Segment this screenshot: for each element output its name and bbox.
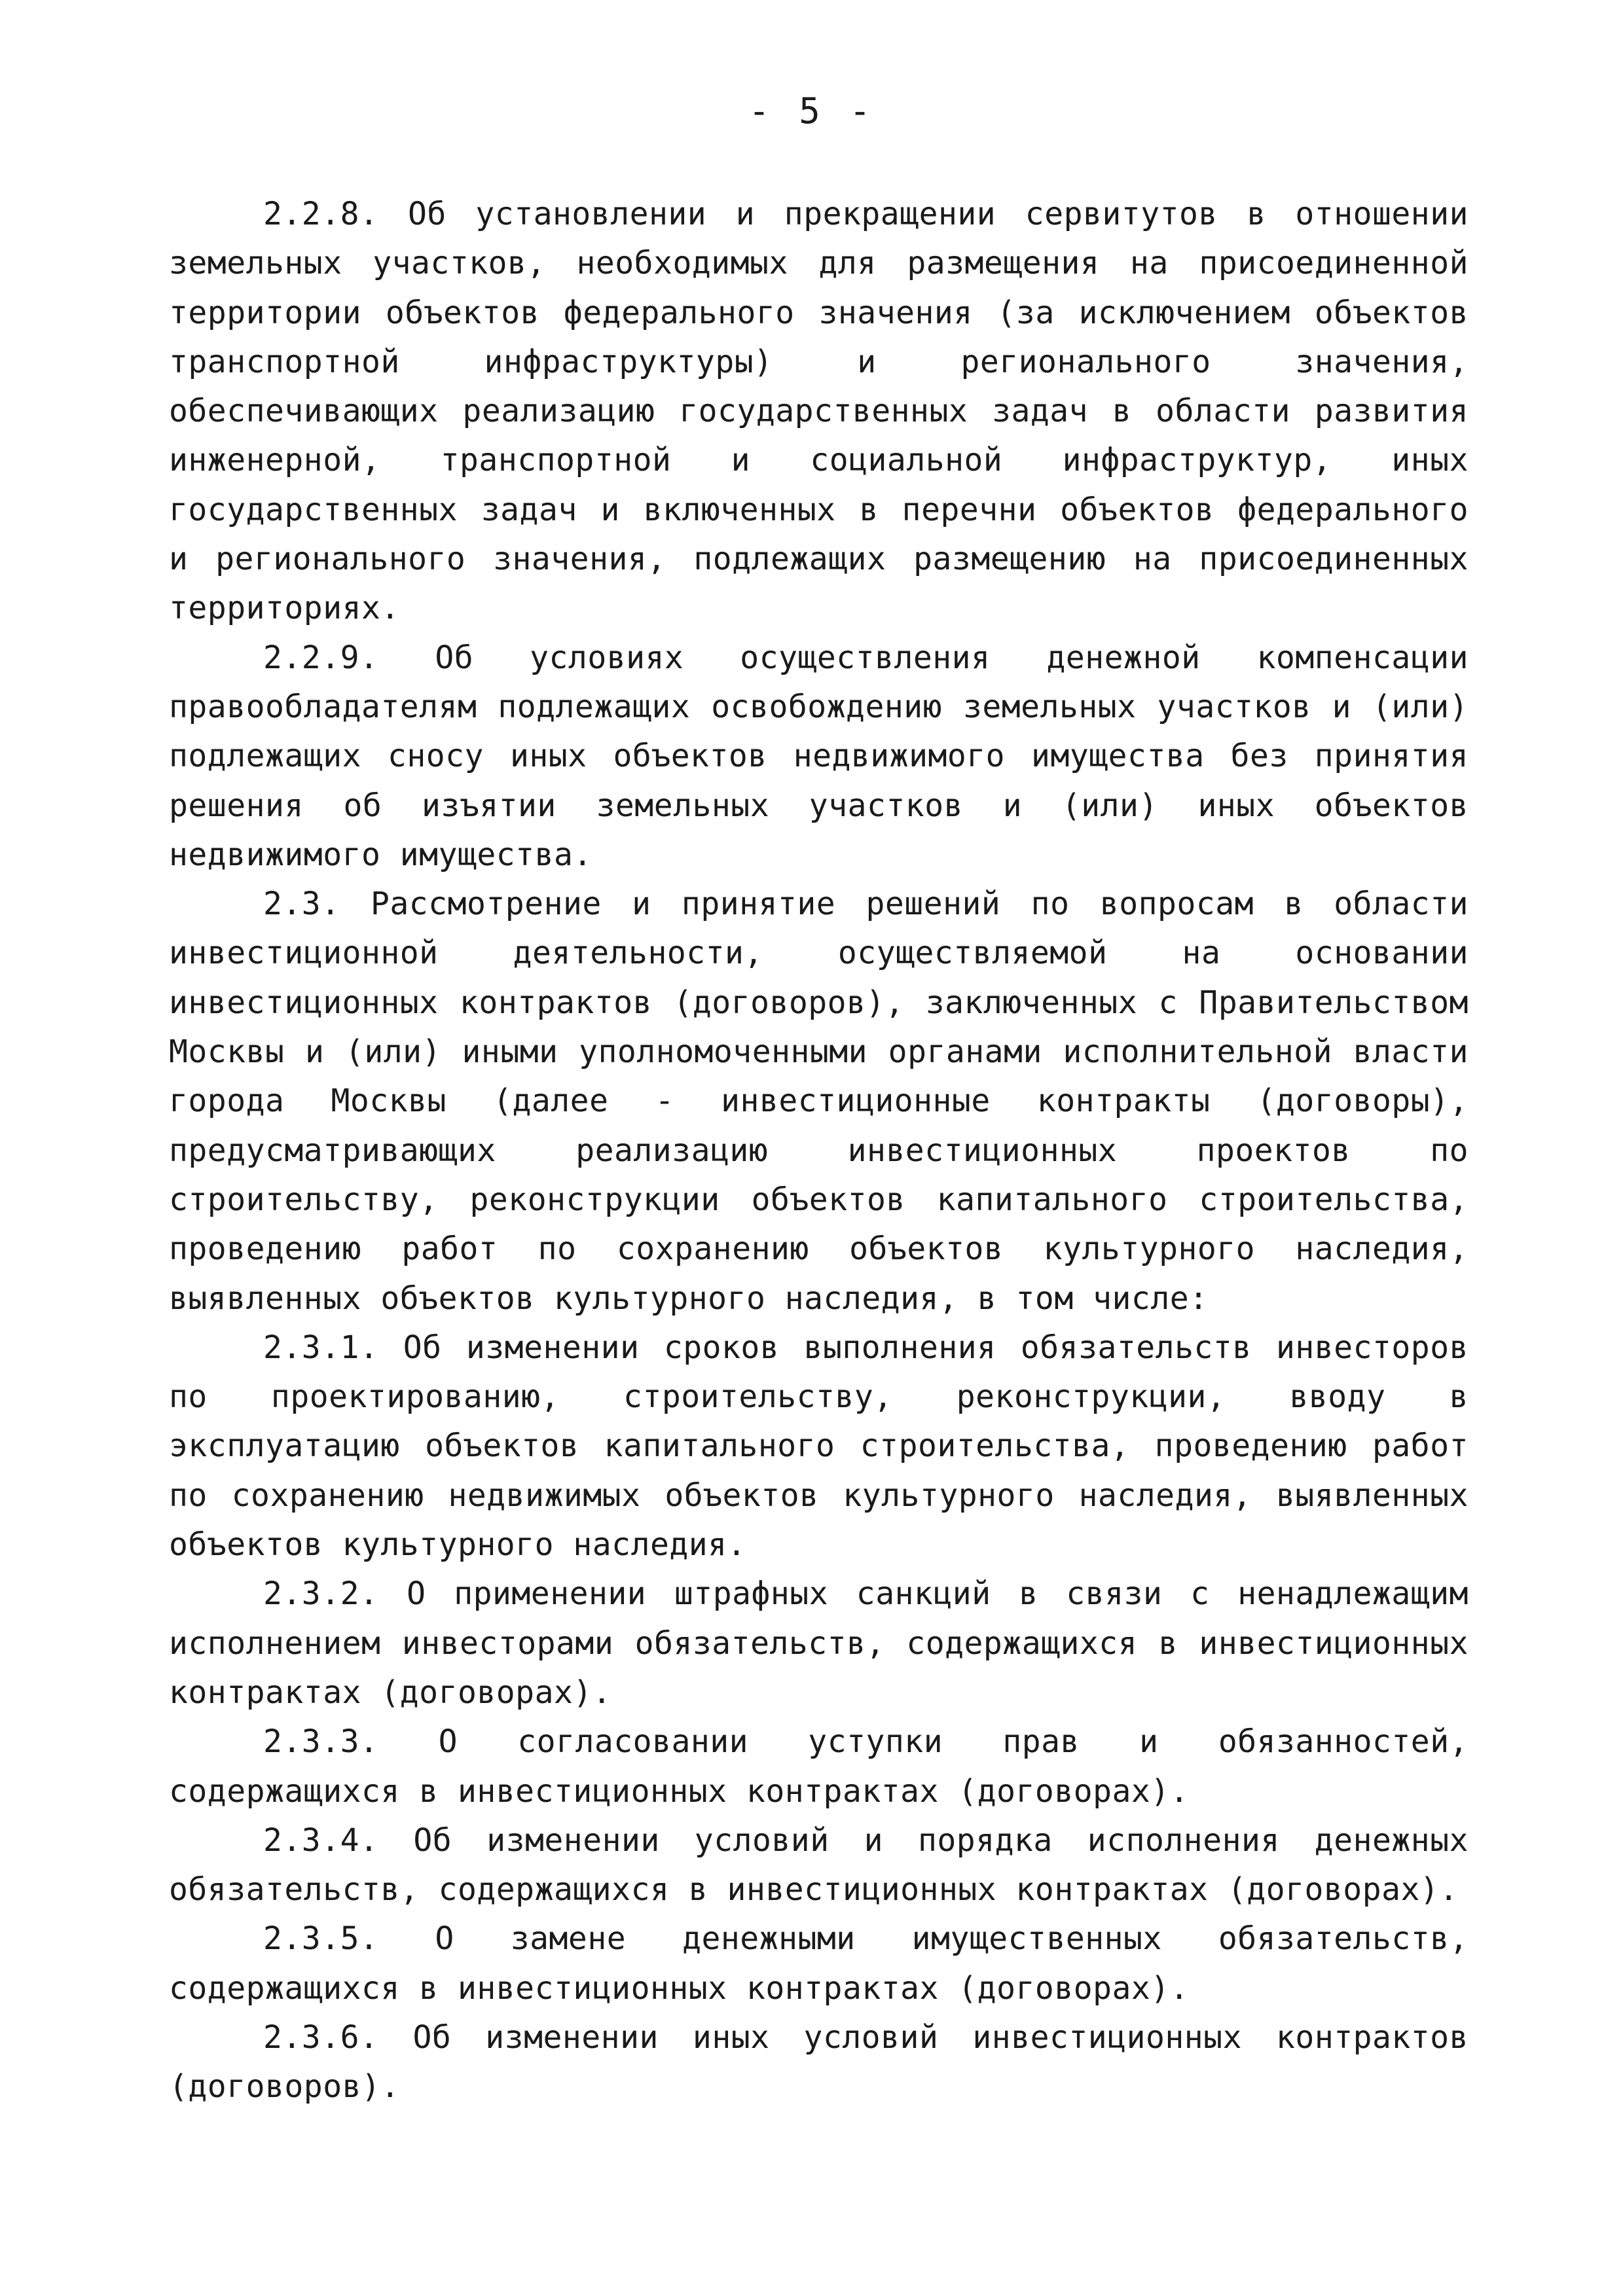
document-body	[169, 190, 1468, 2112]
paragraph-2-2-9: 2.2.9. Об условиях осуществления денежной компенсации правообладателям подлежащих освобождению земельных участков и (или) подлежащих сносу иных объектов недвижимого имущества без принятия решения об изъятии земельных участков и (или) иных объектов недвижимого имущества.	[169, 639, 1468, 873]
paragraph-2-3-1: 2.3.1. Об изменении сроков выполнения обязательств инвесторов по проектированию, строительству, реконструкции, вводу в эксплуатацию объектов капитального строительства, проведению работ по сохранению недвижимых объектов культурного наследия, выявленных объектов культурного наследия.	[169, 1329, 1468, 1564]
paragraph-2-2-8: 2.2.8. Об установлении и прекращении сервитутов в отношении земельных участков, необходимых для размещения на присоединенной территории объектов федерального значения (за исключением объектов транспортной инфраструктуры) и регионального значения, обеспечивающих реализацию государственных задач в области развития инженерной, транспортной и социальной инфраструктур, иных государственных задач и включенных в перечни объектов федерального и регионального значения, подлежащих размещению на присоединенных территориях.	[169, 196, 1468, 627]
paragraph-2-3-2: 2.3.2. О применении штрафных санкций в связи с ненадлежащим исполнением инвесторами обязательств, содержащихся в инвестиционных контрактах (договорах).	[169, 1575, 1468, 1711]
paragraph-2-3-4: 2.3.4. Об изменении условий и порядка исполнения денежных обязательств, содержащихся в инвестиционных контрактах (договорах).	[169, 1821, 1468, 1909]
paragraph-2-3-5: 2.3.5. О замене денежными имущественных обязательств, содержащихся в инвестиционных контрактах (договорах).	[169, 1920, 1468, 2007]
paragraph-2-3: 2.3. Рассмотрение и принятие решений по вопросам в области инвестиционной деятельности, осуществляемой на основании инвестиционных контрактов (договоров), заключенных с Правительством Москвы и (или) иными уполномоченными органами исполнительной власти города Москвы (далее - инвестиционные контракты (договоры), предусматривающих реализацию инвестиционных проектов по строительству, реконструкции объектов капитального строительства, проведению работ по сохранению объектов культурного наследия, выявленных объектов культурного наследия, в том числе:	[169, 886, 1468, 1317]
paragraph-2-3-6: 2.3.6. Об изменении иных условий инвестиционных контрактов (договоров).	[169, 2018, 1468, 2106]
paragraph-2-3-3: 2.3.3. О согласовании уступки прав и обязанностей, содержащихся в инвестиционных контрактах (договорах).	[169, 1723, 1468, 1810]
page-number: - 5 -	[748, 90, 875, 132]
